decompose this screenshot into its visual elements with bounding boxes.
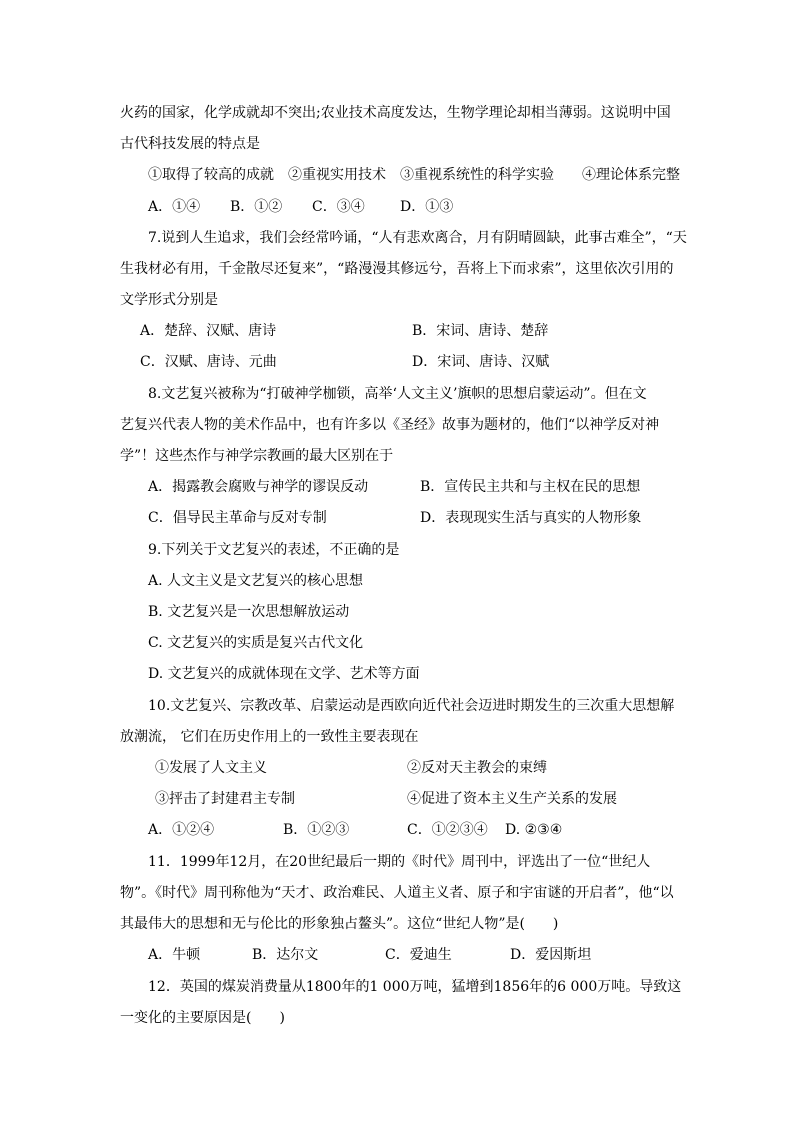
- question-9-choice-b: B. 文艺复兴是一次思想解放运动: [148, 604, 350, 620]
- question-8-choice-b: B．宣传民主共和与主权在民的思想: [420, 479, 641, 495]
- question-9-text-line-1: 9.下列关于文艺复兴的表述，不正确的是: [148, 542, 400, 558]
- question-6-text-line-1: 火药的国家，化学成就却不突出;农业技术高度发达，生物学理论却相当薄弱。这说明中国: [120, 105, 671, 121]
- question-7-choice-b: B．宋词、唐诗、楚辞: [412, 323, 549, 339]
- question-11-text-line-2: 物”。《时代》周刊称他为“天才、政治难民、人道主义者、原子和宇宙谜的开启者”，他“以: [120, 885, 674, 901]
- question-11-choice-d: D．爱因斯坦: [510, 947, 592, 963]
- question-6-text-line-2: 古代科技发展的特点是: [120, 136, 260, 152]
- question-8-choice-c: C．倡导民主革命与反对专制: [148, 510, 327, 526]
- question-10-item-3: ③抨击了封建君主专制: [155, 791, 295, 807]
- question-10-text-line-2: 放潮流， 它们在历史作用上的一致性主要表现在: [120, 729, 419, 745]
- question-10-choice-c: C．①②③④: [407, 822, 488, 838]
- question-12-text-line-1: 12．英国的煤炭消费量从1800年的1 000万吨，猛增到1856年的6 000万吨。导致这: [148, 979, 682, 995]
- question-11-choice-c: C．爱迪生: [385, 947, 452, 963]
- question-6-choice-d: D．①③: [400, 199, 454, 215]
- question-9-choice-c: C. 文艺复兴的实质是复兴古代文化: [148, 635, 364, 651]
- question-10-item-1: ①发展了人文主义: [155, 760, 267, 776]
- question-6-statement-options: ①取得了较高的成就 ②重视实用技术 ③重视系统性的科学实验 ④理论体系完整: [148, 167, 680, 183]
- question-9-choice-a: A. 人文主义是文艺复兴的核心思想: [148, 573, 364, 589]
- question-8-choice-a: A．揭露教会腐败与神学的谬误反动: [148, 479, 369, 495]
- question-10-item-4: ④促进了资本主义生产关系的发展: [407, 791, 617, 807]
- question-10-item-2: ②反对天主教会的束缚: [407, 760, 547, 776]
- question-7-text-line-3: 文学形式分别是: [120, 292, 218, 308]
- question-7-choice-d: D．宋词、唐诗、汉赋: [412, 354, 550, 370]
- question-8-text-line-3: 学”！这些杰作与神学宗教画的最大区别在于: [120, 448, 394, 464]
- question-7-choice-a: A．楚辞、汉赋、唐诗: [140, 323, 277, 339]
- question-8-choice-d: D．表现现实生活与真实的人物形象: [420, 510, 642, 526]
- question-9-choice-d: D. 文艺复兴的成就体现在文学、艺术等方面: [148, 666, 420, 682]
- question-10-choice-a: A．①②④: [148, 822, 215, 838]
- question-11-choice-a: A．牛顿: [148, 947, 201, 963]
- question-12-text-line-2: 一变化的主要原因是( ): [120, 1010, 285, 1026]
- question-8-text-line-2: 艺复兴代表人物的美术作品中，也有许多以《圣经》故事为题材的，他们“以神学反对神: [120, 417, 660, 433]
- question-10-text-line-1: 10.文艺复兴、宗教改革、启蒙运动是西欧向近代社会迈进时期发生的三次重大思想解: [148, 698, 675, 714]
- question-7-choice-c: C．汉赋、唐诗、元曲: [140, 354, 277, 370]
- question-6-choice-c: C．③④: [312, 199, 365, 215]
- question-7-text-line-1: 7.说到人生追求，我们会经常吟诵，“人有悲欢离合，月有阴晴圆缺，此事古难全”，“天: [148, 230, 687, 246]
- question-10-choice-d: D. ②③④: [505, 822, 563, 838]
- question-11-choice-b: B．达尔文: [252, 947, 319, 963]
- question-11-text-line-1: 11．1999年12月，在20世纪最后一期的《时代》周刊中，评选出了一位“世纪人: [148, 854, 651, 870]
- question-11-text-line-3: 其最伟大的思想和无与伦比的形象独占鳌头”。这位“世纪人物”是( ): [120, 916, 559, 932]
- question-6-choice-a: A．①④: [148, 199, 201, 215]
- question-10-choice-b: B．①②③: [283, 822, 350, 838]
- question-8-text-line-1: 8.文艺复兴被称为“打破神学枷锁，高举‘人文主义’旗帜的思想启蒙运动”。但在文: [148, 386, 647, 402]
- question-7-text-line-2: 生我材必有用，千金散尽还复来”，“路漫漫其修远兮，吾将上下而求索”，这里依次引用的: [120, 261, 674, 277]
- question-6-choice-b: B．①②: [230, 199, 283, 215]
